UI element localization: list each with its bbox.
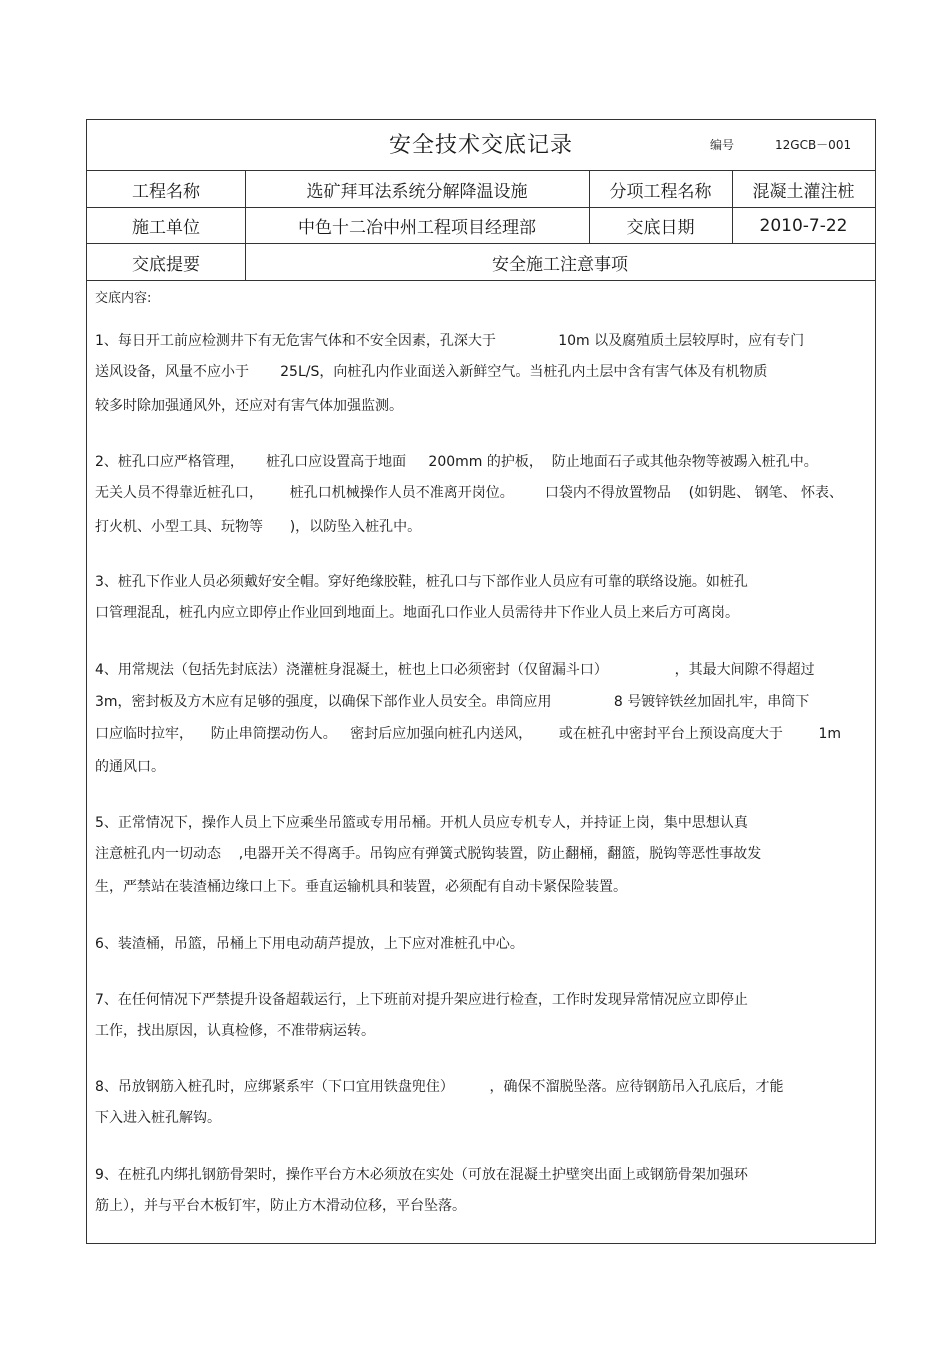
project-name-value: 选矿拜耳法系统分解降温设施 — [306, 181, 528, 202]
content-label: 交底内容: — [95, 291, 152, 306]
sub-project-value: 混凝土灌注桩 — [752, 181, 855, 202]
document-title: 安全技术交底记录 — [388, 133, 573, 158]
number-value: 12GCB－001 — [775, 138, 852, 152]
content-line: 口管理混乱，桩孔内应立即停止作业回到地面上。地面孔口作业人员需待井下作业人员上来后方可离岗。 — [95, 605, 739, 621]
content-line: 7、在任何情况下严禁提升设备超载运行，上下班前对提升架应进行检查，工作时发现异常情况应立即停止 — [95, 992, 748, 1008]
content-line: 4、用常规法（包括先封底法）浇灌桩身混凝土，桩也上口必须密封（仅留漏斗口） ，其最大间隙不得超过 — [95, 662, 815, 678]
content-line: 下入进入桩孔解钩。 — [95, 1110, 221, 1126]
content-line: 较多时除加强通风外，还应对有害气体加强监测。 — [95, 398, 403, 414]
content-line: 打火机、小型工具、玩物等 )，以防坠入桩孔中。 — [95, 519, 422, 535]
content-line: 口应临时拉牢， 防止串筒摆动伤人。 密封后应加强向桩孔内送风， 或在桩孔中密封平台上预设高度大于 1m — [95, 726, 841, 742]
summary-label: 交底提要 — [132, 254, 200, 275]
content-line: 9、在桩孔内绑扎钢筋骨架时，操作平台方木必须放在实处（可放在混凝土护壁突出面上或钢筋骨架加强环 — [95, 1167, 748, 1183]
project-row — [87, 171, 875, 208]
content-area — [87, 281, 875, 1243]
date-label: 交底日期 — [626, 218, 695, 238]
content-line: 6、装渣桶，吊篮，吊桶上下用电动葫芦提放，上下应对准桩孔中心。 — [95, 936, 524, 952]
content-line: 的通风口。 — [95, 759, 165, 775]
unit-label: 施工单位 — [132, 218, 200, 238]
content-line: 筋上），并与平台木板钉牢，防止方木滑动位移，平台坠落。 — [95, 1198, 466, 1214]
content-line: 3、桩孔下作业人员必须戴好安全帽。穿好绝缘胶鞋，桩孔口与下部作业人员应有可靠的联络设施。如桩孔 — [95, 574, 748, 590]
summary-value: 安全施工注意事项 — [492, 254, 628, 275]
content-line: 工作，找出原因，认真检修，不准带病运转。 — [95, 1023, 375, 1039]
summary-row — [87, 244, 875, 281]
content-line: 3m，密封板及方木应有足够的强度，以确保下部作业人员安全。串筒应用 8 号镀锌铁丝加固扎牢，串筒下 — [95, 694, 810, 710]
content-line: 2、桩孔口应严格管理， 桩孔口应设置高于地面 200mm 的护板， 防止地面石子或其他杂物等被踢入桩孔中。 — [95, 454, 818, 470]
sub-project-label: 分项工程名称 — [609, 181, 712, 202]
content-line: 生，严禁站在装渣桶边缘口上下。垂直运输机具和装置，必须配有自动卡紧保险装置。 — [95, 879, 627, 895]
content-line: 送风设备，风量不应小于 25L/S，向桩孔内作业面送入新鲜空气。当桩孔内土层中含有害气体及有机物质 — [95, 364, 768, 380]
unit-row — [87, 208, 875, 244]
disclosure-record-table — [86, 119, 876, 1244]
unit-value: 中色十二冶中州工程项目经理部 — [298, 218, 536, 238]
content-line: 无关人员不得靠近桩孔口， 桩孔口机械操作人员不准离开岗位。 口袋内不得放置物品 (如钥匙、 钢笔、 怀表、 — [95, 485, 844, 501]
content-line: 5、正常情况下，操作人员上下应乘坐吊篮或专用吊桶。开机人员应专机专人，并持证上岗，集中思想认真 — [95, 815, 748, 831]
content-line: 8、吊放钢筋入桩孔时，应绑紧系牢（下口宜用铁盘兜住） ，确保不溜脱坠落。应待钢筋吊入孔底后，才能 — [95, 1079, 784, 1095]
number-label: 编号 — [710, 138, 735, 152]
title-row — [87, 120, 875, 171]
date-value: 2010-7-22 — [759, 215, 848, 236]
content-line: 注意桩孔内一切动态 ,电器开关不得离手。吊钩应有弹簧式脱钩装置，防止翻桶，翻篮，脱钩等恶性事故发 — [95, 846, 762, 862]
project-name-label: 工程名称 — [132, 181, 200, 202]
content-line: 1、每日开工前应检测井下有无危害气体和不安全因素，孔深大于 10m 以及腐殖质土层较厚时，应有专门 — [95, 333, 805, 349]
